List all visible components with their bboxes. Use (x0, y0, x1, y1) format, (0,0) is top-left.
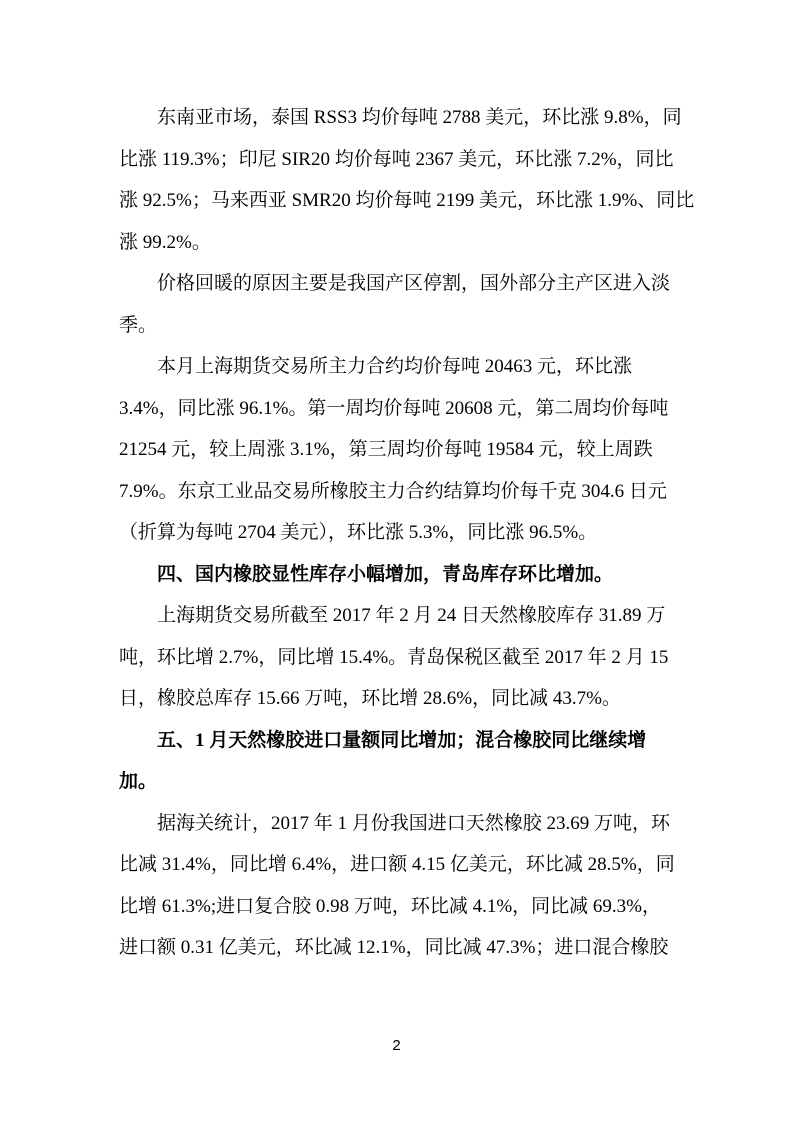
text-line: 东南亚市场，泰国 RSS3 均价每吨 2788 美元，环比涨 9.8%，同 (157, 107, 682, 128)
text-line: 五、1 月天然橡胶进口量额同比增加；混合橡胶同比继续增 (157, 729, 647, 751)
text-line: 进口额 0.31 亿美元，环比减 12.1%，同比减 47.3%；进口混合橡胶 (119, 937, 669, 958)
text-line: 四、国内橡胶显性库存小幅增加，青岛库存环比增加。 (157, 563, 614, 585)
text-line: 季。 (119, 314, 158, 336)
paragraph-intl-market (119, 97, 695, 263)
text-line: 比涨 119.3%；印尼 SIR20 均价每吨 2367 美元，环比涨 7.2%，同比 (119, 148, 674, 170)
text-line: 本月上海期货交易所主力合约均价每吨 20463 元，环比涨 (157, 356, 633, 377)
text-line: 比增 61.3%;进口复合胶 0.98 万吨，环比减 4.1%，同比减 69.3%， (119, 895, 662, 917)
text-line: 3.4%，同比涨 96.1%。第一周均价每吨 20608 元，第二周均价每吨 (119, 397, 669, 419)
text-line: 吨，环比增 2.7%，同比增 15.4%。青岛保税区截至 2017 年 2 月 15 (119, 646, 669, 668)
page-number: 2 (392, 1037, 401, 1054)
heading-section-4 (119, 554, 676, 596)
text-line: 加。 (119, 771, 158, 792)
text-line: 比减 31.4%，同比增 6.4%，进口额 4.15 亿美元，环比减 28.5%，同 (119, 854, 675, 875)
document-body (119, 97, 695, 969)
text-line: 据海关统计，2017 年 1 月份我国进口天然橡胶 23.69 万吨，环 (157, 812, 671, 834)
text-line: 日，橡胶总库存 15.66 万吨，环比增 28.6%，同比减 43.7%。 (119, 688, 621, 709)
paragraph-inventory (119, 595, 676, 720)
text-line: （折算为每吨 2704 美元），环比涨 5.3%，同比涨 96.5%。 (119, 522, 598, 543)
text-line: 涨 92.5%；马来西亚 SMR20 均价每吨 2199 美元，环比涨 1.9%、同比 (119, 190, 695, 211)
text-line: 涨 99.2%。 (119, 231, 211, 253)
text-line: 21254 元，较上周涨 3.1%，第三周均价每吨 19584 元，较上周跌 (119, 439, 653, 460)
text-line: 上海期货交易所截至 2017 年 2 月 24 日天然橡胶库存 31.89 万 (157, 605, 666, 626)
heading-section-5 (119, 720, 676, 803)
paragraph-price-recovery-reason (119, 263, 676, 346)
paragraph-futures-prices (119, 346, 676, 554)
text-line: 7.9%。东京工业品交易所橡胶主力合约结算均价每千克 304.6 日元 (119, 480, 667, 502)
paragraph-customs-imports (119, 803, 676, 969)
text-line: 价格回暖的原因主要是我国产区停割，国外部分主产区进入淡 (157, 273, 671, 294)
